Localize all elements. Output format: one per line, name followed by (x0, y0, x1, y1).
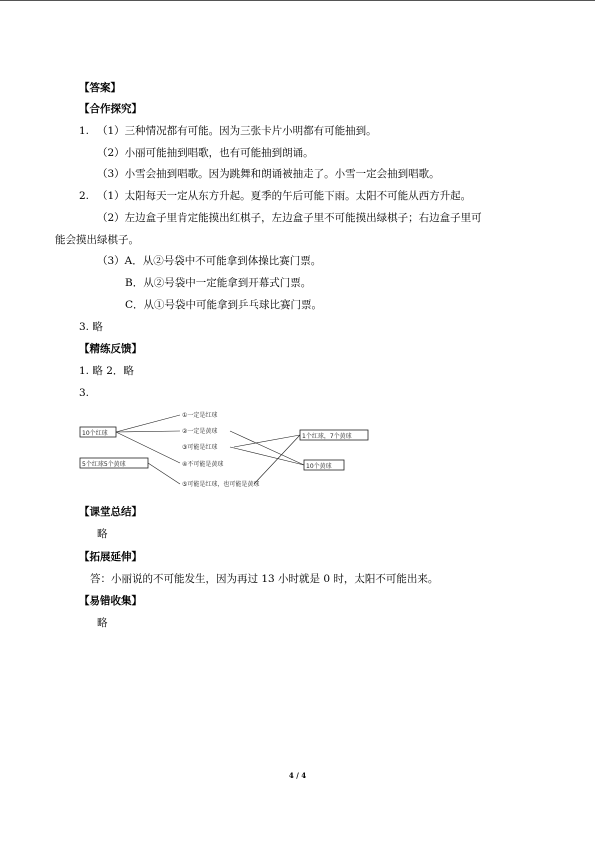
section-practice: 【精练反馈】 (79, 343, 142, 355)
q1-part3: （3）小雪会抽到唱歌。因为跳舞和朗诵被抽走了。小雪一定会抽到唱歌。 (97, 168, 440, 180)
section-explore: 【合作探究】 (79, 103, 142, 115)
q2-part2b: 能会摸出绿棋子。 (55, 234, 139, 246)
left-box-top-label: 10个红球 (82, 430, 108, 437)
q2-part2a: （2）左边盒子里肯定能摸出红棋子，左边盒子里不可能摸出绿棋子；右边盒子里可 (97, 212, 482, 224)
q1-part2: （2）小丽可能抽到唱歌，也有可能抽到朗诵。 (97, 147, 314, 159)
section-extend: 【拓展延伸】 (79, 551, 142, 563)
errors-text: 略 (97, 617, 108, 629)
practice-q3: 3. (79, 387, 90, 399)
matching-diagram (78, 405, 378, 497)
right-box-bottom-label: 10个黄球 (306, 463, 332, 470)
q1-number: 1. (79, 125, 90, 137)
summary-text: 略 (97, 528, 108, 540)
practice-q12: 1. 略 2．略 (79, 365, 134, 377)
mid-label-3: ③可能是红球 (182, 444, 218, 451)
section-errors: 【易错收集】 (79, 595, 142, 607)
right-box-top-label: 1个红球，7个黄球 (302, 433, 352, 440)
q2-part1: （1）太阳每天一定从东方升起。夏季的午后可能下雨。太阳不可能从西方升起。 (97, 190, 472, 202)
q2-part3a: （3）A．从②号袋中不可能拿到体操比赛门票。 (97, 255, 322, 267)
q2-part3b: B．从②号袋中一定能拿到开幕式门票。 (125, 277, 312, 289)
section-answer: 【答案】 (79, 82, 121, 94)
q1-part1: （1）三种情况都有可能。因为三张卡片小明都有可能抽到。 (97, 125, 377, 137)
extend-text: 答：小丽说的不可能发生，因为再过 13 小时就是 0 时，太阳不可能出来。 (90, 573, 439, 585)
top-rule (0, 0, 595, 1)
mid-label-2: ②一定是黄球 (182, 428, 218, 435)
mid-label-5: ⑤可能是红球，也可能是黄球 (182, 481, 260, 488)
q2-number: 2. (79, 190, 90, 202)
q2-part3c: C．从①号袋中可能拿到乒乓球比赛门票。 (125, 299, 323, 311)
mid-label-4: ④不可能是黄球 (182, 461, 224, 468)
mid-label-1: ①一定是红球 (182, 412, 218, 419)
q3-answer: 3. 略 (79, 321, 103, 333)
section-summary: 【课堂总结】 (79, 506, 142, 518)
left-box-bottom-label: 5个红球5个黄球 (82, 461, 126, 468)
page-number: 4 / 4 (288, 771, 307, 780)
